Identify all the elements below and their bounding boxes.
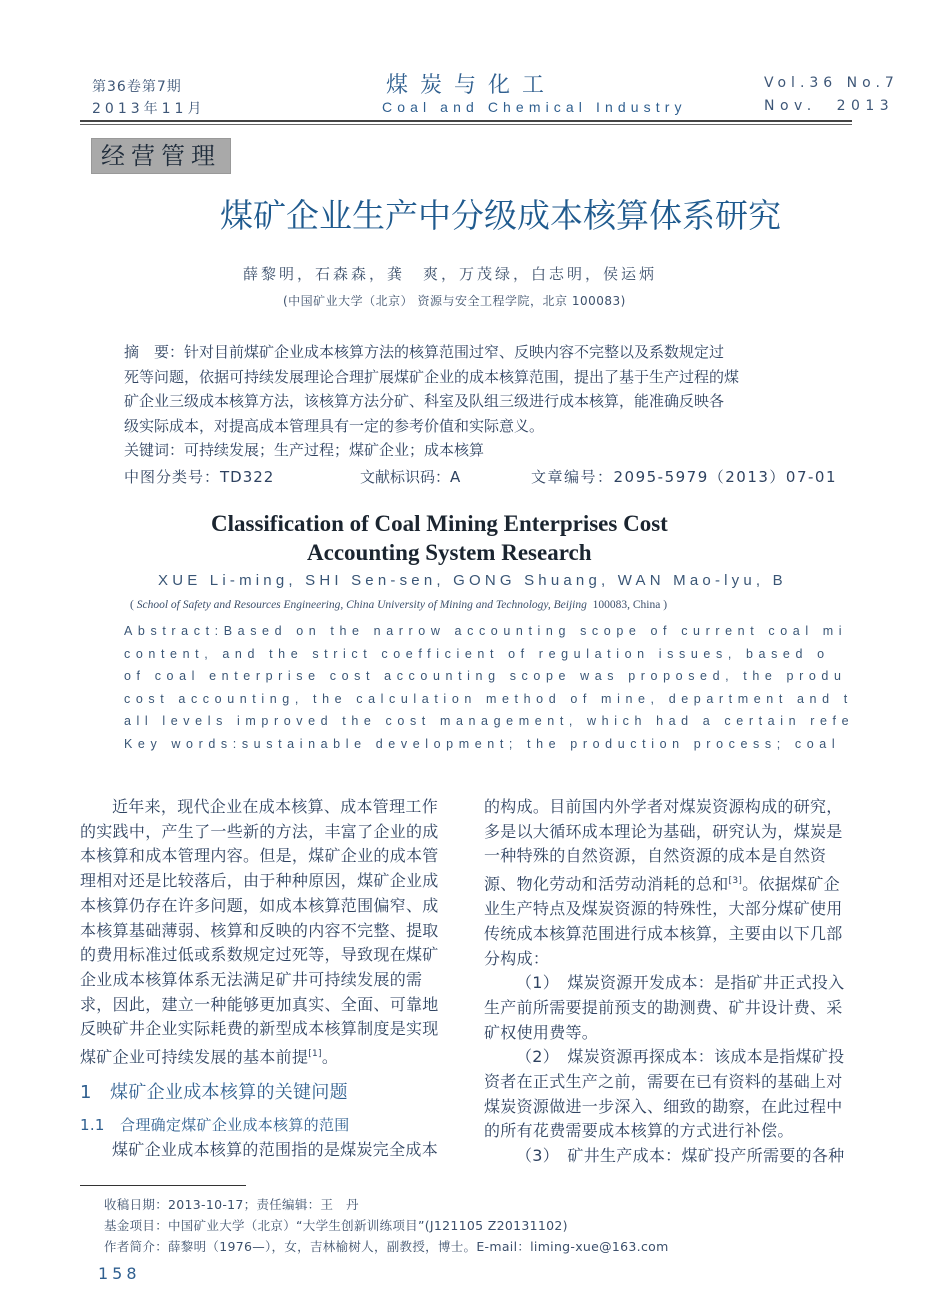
paragraph-text: 。依据煤矿企业生产特点及煤炭资源的特殊性，大部分煤矿使用传统成本核算范围进行成本核算，主要由以下几部分构成： [484,874,843,968]
abstract-zh-line: 矿企业三级成本核算方法，该核算方法分矿、科室及队组三级进行成本核算，能准确反映各 [124,392,725,411]
footnote-author-bio: 作者简介：薛黎明（1976—），女，吉林榆树人，副教授，博士。E-mail：liming-xue@163.com [104,1239,669,1254]
paragraph: 煤矿企业成本核算的范围指的是煤炭完全成本 [112,1140,439,1160]
body-right-column [484,795,856,1169]
abstract-zh-line: 级实际成本，对提高成本管理具有一定的参考价值和实际意义。 [124,416,545,435]
section-heading-1: 1 煤矿企业成本核算的关键问题 [80,1082,348,1104]
abstract-en-line: Abstract:Based on the narrow accounting scope of current coal mi [124,624,848,638]
page-number: 158 [98,1264,141,1283]
footnote-received: 收稿日期：2013-10-17；责任编辑：王 丹 [104,1197,359,1212]
header-rule-thick [80,120,852,122]
affiliation-en-text: School of Safety and Resources Engineering, China University of Mining and Technology, Beijing [136,599,587,611]
paragraph-text: 的构成。目前国内外学者对煤炭资源构成的研究，多是以大循环成本理论为基础，研究认为，煤炭是一种特殊的自然资源，自然资源的成本是自然资源、物化劳动和活劳动消耗的总和 [484,797,843,894]
abstract-zh [124,340,739,463]
article-title-en-line1: Classification of Coal Mining Enterprises Cost [211,511,668,536]
keywords-en: Key words:sustainable development; the production process; coal [124,736,841,751]
volume-issue-en: Vol.36 No.7 [764,75,899,91]
header-rule-thin [80,124,852,125]
abstract-en-line: cost accounting, the calculation method of mine, department and t [124,691,853,706]
journal-title-en: Coal and Chemical Industry [382,99,687,115]
article-number: 文章编号：2095-5979（2013）07-01 [531,468,838,486]
affiliation-zh: (中国矿业大学（北京） 资源与安全工程学院，北京 100083) [283,294,626,308]
paragraph-end: 。 [321,1047,339,1067]
date-en: Nov. 2013 [764,98,895,114]
footnote-rule [80,1185,246,1186]
affiliation-en-post: 100083, China [589,599,661,611]
body-left-column [80,795,452,1163]
affiliation-en-close: ) [663,599,668,611]
list-item: （2） 煤炭资源再探成本：该成本是指煤矿投资者在正式生产之前，需要在已有资料的基础上对煤炭资源做进一步深入、细致的勘察，在此过程中的所有花费需要成本核算的方式进行补偿。 [484,1047,845,1141]
abstract-en-line: content, and the strict coefficient of regulation issues, based o [124,646,830,661]
paragraph [80,795,452,1070]
abstract-en [124,620,854,755]
citation-ref: [1] [308,1049,322,1060]
subsection-heading-1-1: 1.1 合理确定煤矿企业成本核算的范围 [80,1116,350,1135]
abstract-en-line: all levels improved the cost management, which had a certain refe [124,714,855,728]
authors-zh: 薛黎明，石森森，龚 爽，万茂绿，白志明，侯运炳 [243,265,658,283]
list-item: （1） 煤炭资源开发成本：是指矿井正式投入生产前所需要提前预支的勘测费、矿井设计费、采矿权使用费等。 [484,973,845,1042]
paragraph-text: 近年来，现代企业在成本核算、成本管理工作的实践中，产生了一些新的方法，丰富了企业的成本核算和成本管理内容。但是，煤矿企业的成本管理相对还是比较落后，由于种种原因，煤矿企业成本核算仍存在许多问题，如成本核算范围偏窄、成本核算基础薄弱、核算和反映的内容不完整、提取的费用标准过低或系数规定过死等，导致现在煤矿企业成本核算体系无法满足矿井可持续发展的需求，因此，建立一种能够更加真实、全面、可靠地反映矿井企业实际耗费的新型成本核算制度是实现煤矿企业可持续发展的基本前提 [80,797,439,1067]
document-code: 文献标识码：A [360,468,461,486]
paragraph [484,795,856,971]
article-title-zh: 煤矿企业生产中分级成本核算体系研究 [220,196,781,235]
abstract-zh-line: 死等问题，依据可持续发展理论合理扩展煤矿企业的成本核算范围，提出了基于生产过程的煤 [124,367,740,386]
abstract-en-line: of coal enterprise cost accounting scope was proposed, the produ [124,669,847,683]
list-item: （3） 矿井生产成本：煤矿投产所需要的各种 [516,1146,845,1166]
clc-number: 中图分类号：TD322 [124,468,275,486]
section-tag: 经营管理 [91,138,231,174]
footnote-fund: 基金项目：中国矿业大学（北京）“大学生创新训练项目”(J121105 Z20131102) [104,1218,568,1233]
keywords-zh: 关键词：可持续发展；生产过程；煤矿企业；成本核算 [124,441,485,460]
journal-title-zh: 煤炭与化工 [386,73,557,98]
affiliation-en-open: ( [130,599,134,611]
abstract-zh-line: 摘 要：针对目前煤矿企业成本核算方法的核算范围过窄、反映内容不完整以及系数规定过 [124,343,725,361]
authors-en: XUE Li-ming, SHI Sen-sen, GONG Shuang, WAN Mao-lyu, B [158,572,787,589]
volume-issue-zh: 第36卷第7期 [92,79,182,95]
article-title-en-line2: Accounting System Research [307,540,592,565]
citation-ref: [3] [728,876,743,887]
affiliation-en [130,599,667,611]
date-zh: 2013年11月 [92,101,206,117]
